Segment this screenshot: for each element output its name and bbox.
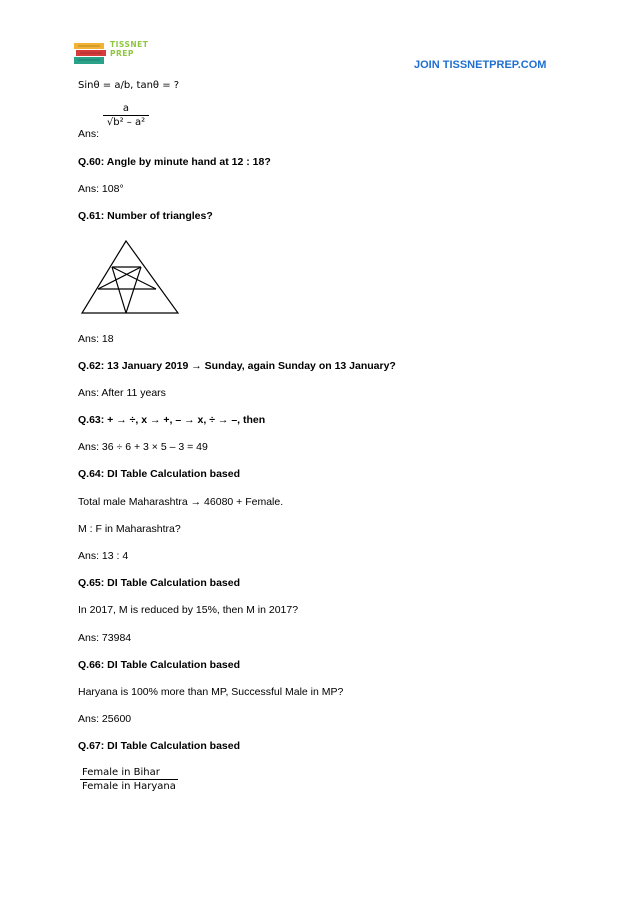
question-62: Q.62: 13 January 2019 → Sunday, again Sunday on 13 January?	[78, 360, 396, 372]
answer-63: Ans: 36 ÷ 6 + 3 × 5 – 3 = 49	[78, 441, 208, 453]
formula-numerator: a	[122, 103, 130, 114]
answer-64: Ans: 13 : 4	[78, 550, 129, 562]
answer-66: Ans: 25600	[78, 713, 132, 725]
question-66: Q.66: DI Table Calculation based	[78, 659, 241, 671]
fraction-67	[80, 767, 178, 793]
formula-denominator: √b² – a²	[103, 115, 149, 129]
fraction-numerator: Female in Bihar	[82, 767, 160, 778]
question-64: Q.64: DI Table Calculation based	[78, 468, 241, 480]
text-65: In 2017, M is reduced by 15%, then M in 2017?	[78, 604, 299, 616]
question-60: Q.60: Angle by minute hand at 12 : 18?	[78, 156, 271, 168]
text-66: Haryana is 100% more than MP, Successful Male in MP?	[78, 686, 344, 698]
logo-line2: PREP	[110, 49, 134, 58]
text-64b: M : F in Maharashtra?	[78, 523, 181, 535]
trig-answer-label: Ans:	[78, 128, 100, 140]
answer-65: Ans: 73984	[78, 632, 132, 644]
trig-formula	[103, 103, 149, 129]
fraction-denominator: Female in Haryana	[82, 781, 176, 792]
join-link[interactable]: JOIN TISSNETPREP.COM	[414, 59, 547, 71]
triangles-figure	[78, 238, 182, 316]
logo-text	[110, 40, 148, 58]
question-65: Q.65: DI Table Calculation based	[78, 577, 241, 589]
answer-62: Ans: After 11 years	[78, 387, 166, 399]
question-61: Q.61: Number of triangles?	[78, 210, 213, 222]
question-63: Q.63: + → ÷, x → +, – → x, ÷ → –, then	[78, 414, 266, 426]
logo-line1: TISSNET	[110, 40, 149, 49]
text-64a: Total male Maharashtra → 46080 + Female.	[78, 496, 284, 508]
answer-61: Ans: 18	[78, 333, 114, 345]
question-67: Q.67: DI Table Calculation based	[78, 740, 241, 752]
trig-question: Sinθ = a/b, tanθ = ?	[78, 80, 180, 91]
answer-60: Ans: 108°	[78, 183, 124, 195]
